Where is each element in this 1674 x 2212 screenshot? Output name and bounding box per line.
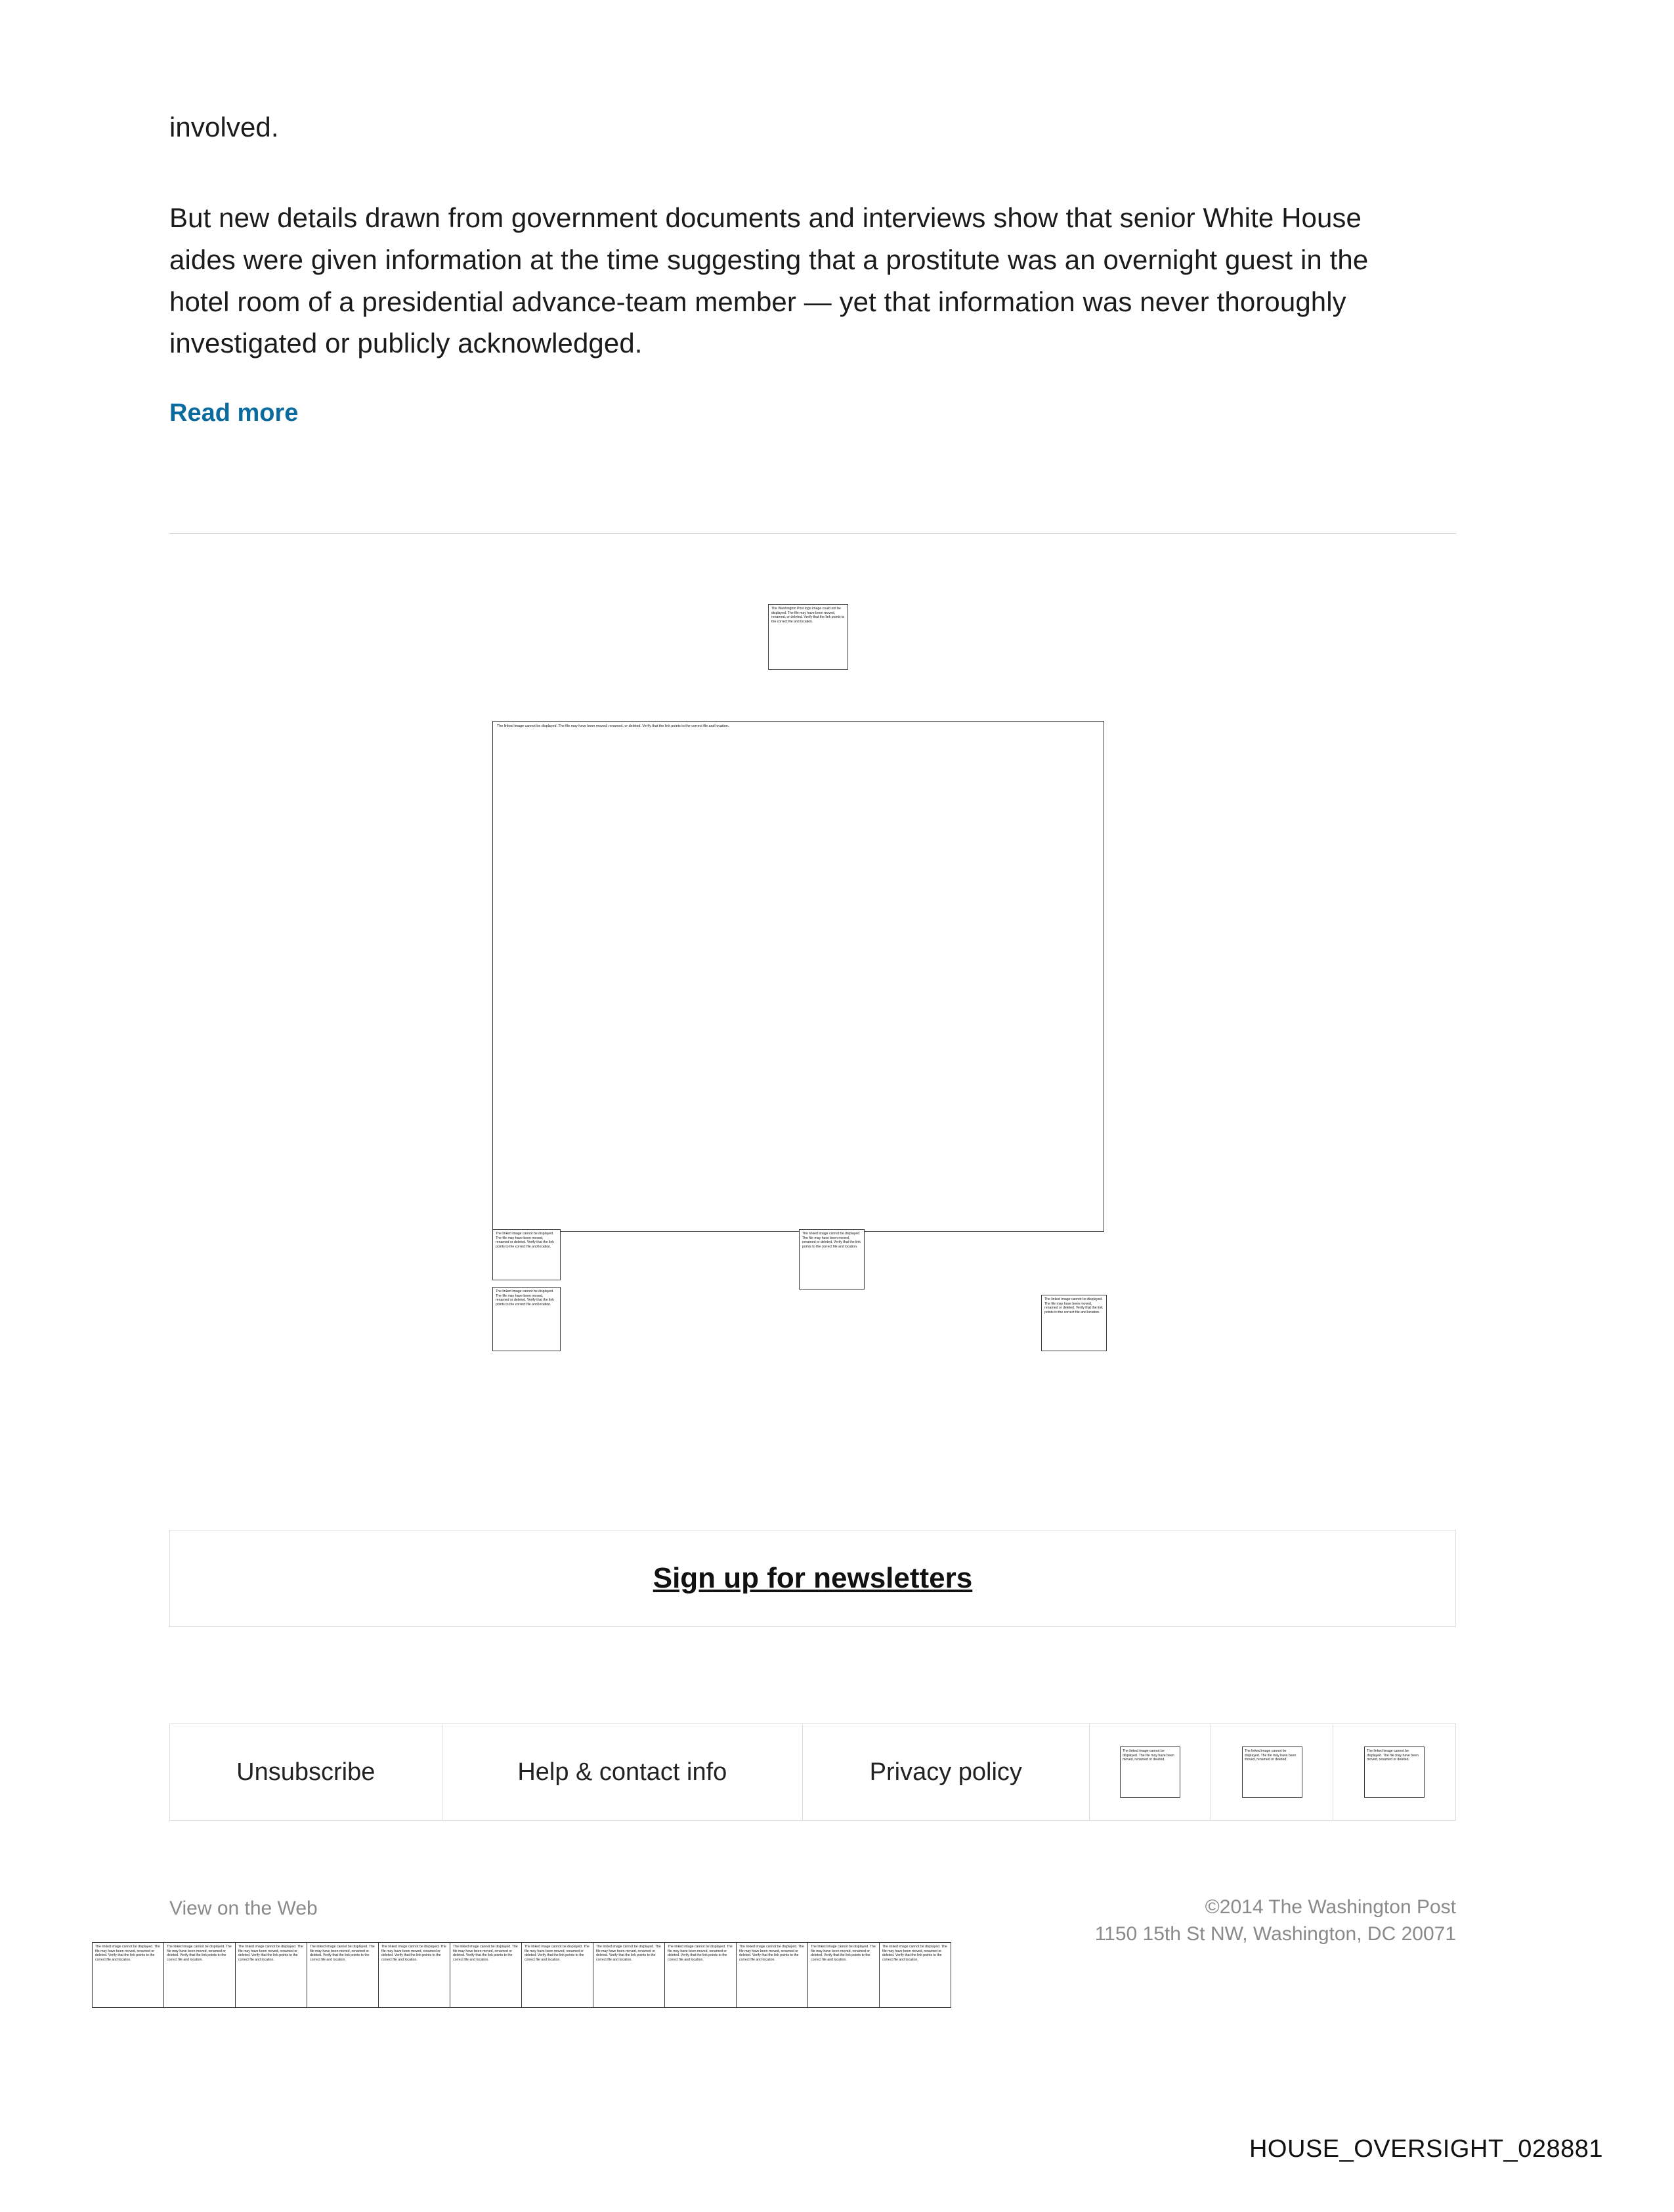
broken-image-alt-text: The linked image cannot be displayed. The file may have been moved, renamed or deleted. Verify that the link points to the correct file and location.: [802, 1232, 861, 1249]
broken-image-alt-text: The linked image cannot be displayed. The file may have been moved, renamed or deleted. Verify that the link points to the correct file and location.: [238, 1945, 303, 1962]
broken-image-story-3: [799, 1229, 865, 1290]
broken-image-alt-text: The Washington Post logo image could not be displayed. The file may have been moved, renamed, or deleted. Verify that the link points to the correct file and location.: [771, 607, 845, 624]
broken-image-alt-text: The linked image cannot be displayed. The file may have been moved, renamed or deleted. Verify that the link points to the correct file and location.: [1044, 1297, 1103, 1314]
footer-link-help[interactable]: Help & contact info: [442, 1724, 803, 1820]
tracker-pixel-row: [92, 1942, 951, 2008]
view-on-web-link[interactable]: View on the Web: [169, 1898, 318, 1919]
footer-link-unsubscribe[interactable]: Unsubscribe: [170, 1724, 442, 1820]
broken-image-tracker: [736, 1942, 808, 2008]
broken-image-alt-text: The linked image cannot be displayed. The file may have been moved, renamed or deleted. Verify that the link points to the correct file and location.: [739, 1945, 804, 1962]
broken-image-tracker: [378, 1942, 450, 2008]
read-more-link[interactable]: Read more: [169, 399, 299, 427]
newsletter-signup-link[interactable]: Sign up for newsletters: [653, 1562, 973, 1594]
broken-image-tracker: [593, 1942, 665, 2008]
broken-image-story-1: [492, 1229, 561, 1280]
footer-social-rss[interactable]: [1333, 1724, 1455, 1820]
broken-image-tracker: [664, 1942, 737, 2008]
broken-image-alt-text: The linked image cannot be displayed. The file may have been moved, renamed, or deleted. Verify that the link points to the correct file and location.: [497, 724, 729, 728]
broken-image-hero: [492, 721, 1104, 1232]
broken-image-alt-text: The linked image cannot be displayed. The file may have been moved, renamed or deleted.: [1122, 1749, 1174, 1762]
broken-image-alt-text: The linked image cannot be displayed. The file may have been moved, renamed or deleted. Verify that the link points to the correct file and location.: [95, 1945, 160, 1962]
broken-image-alt-text: The linked image cannot be displayed. The file may have been moved, renamed or deleted. Verify that the link points to the correct file and location.: [811, 1945, 876, 1962]
copyright-line-1: ©2014 The Washington Post: [1205, 1896, 1456, 1918]
broken-image-tracker: [521, 1942, 593, 2008]
broken-image-alt-text: The linked image cannot be displayed. The file may have been moved, renamed or deleted. Verify that the link points to the correct file and location.: [496, 1232, 554, 1249]
broken-image-alt-text: The linked image cannot be displayed. The file may have been moved, renamed or deleted.: [1244, 1749, 1297, 1762]
footer-link-privacy[interactable]: Privacy policy: [803, 1724, 1090, 1820]
footer-social-twitter[interactable]: [1211, 1724, 1333, 1820]
broken-image-alt-text: The linked image cannot be displayed. The file may have been moved, renamed or deleted. Verify that the link points to the correct file and location.: [453, 1945, 518, 1962]
broken-image-twitter-icon: [1242, 1746, 1302, 1798]
broken-image-story-2: [492, 1287, 561, 1351]
broken-image-tracker: [92, 1942, 164, 2008]
broken-image-tracker: [163, 1942, 236, 2008]
bates-number: HOUSE_OVERSIGHT_028881: [1249, 2135, 1603, 2163]
broken-image-alt-text: The linked image cannot be displayed. The file may have been moved, renamed or deleted. Verify that the link points to the correct file and location.: [310, 1945, 375, 1962]
broken-image-alt-text: The linked image cannot be displayed. The file may have been moved, renamed or deleted. Verify that the link points to the correct file and location.: [596, 1945, 661, 1962]
broken-image-tracker: [307, 1942, 379, 2008]
broken-image-logo: [768, 604, 848, 670]
address-line: 1150 15th St NW, Washington, DC 20071: [1094, 1922, 1456, 1945]
section-divider: [169, 533, 1456, 534]
broken-image-alt-text: The linked image cannot be displayed. The file may have been moved, renamed or deleted. Verify that the link points to the correct file and location.: [668, 1945, 733, 1962]
broken-image-rss-icon: [1364, 1746, 1425, 1798]
footer-nav: [169, 1724, 1456, 1821]
broken-image-story-4: [1041, 1295, 1107, 1351]
broken-image-alt-text: The linked image cannot be displayed. The file may have been moved, renamed or deleted. Verify that the link points to the correct file and location.: [882, 1945, 947, 1962]
broken-image-tracker: [450, 1942, 522, 2008]
broken-image-tracker: [807, 1942, 880, 2008]
broken-image-alt-text: The linked image cannot be displayed. The file may have been moved, renamed or deleted. Verify that the link points to the correct file and location.: [496, 1290, 554, 1307]
broken-image-alt-text: The linked image cannot be displayed. The file may have been moved, renamed or deleted. Verify that the link points to the correct file and location.: [167, 1945, 232, 1962]
broken-image-facebook-icon: [1120, 1746, 1180, 1798]
article-paragraph-main: But new details drawn from government documents and interviews show that senior White House aides were given information at the time suggesting that a prostitute was an overnight guest in the hotel room of a presidential advance-team member — yet that information was never thoroughly investigated or publicly acknowledged.: [169, 202, 1369, 359]
copyright-block: [1095, 1894, 1456, 1947]
broken-image-tracker: [879, 1942, 951, 2008]
broken-image-alt-text: The linked image cannot be displayed. The file may have been moved, renamed or deleted. Verify that the link points to the correct file and location.: [525, 1945, 590, 1962]
footer-social-facebook[interactable]: [1090, 1724, 1212, 1820]
broken-image-tracker: [235, 1942, 307, 2008]
newsletter-signup-box[interactable]: [169, 1530, 1456, 1627]
broken-image-alt-text: The linked image cannot be displayed. The file may have been moved, renamed or deleted.: [1367, 1749, 1419, 1762]
broken-image-alt-text: The linked image cannot be displayed. The file may have been moved, renamed or deleted. Verify that the link points to the correct file and location.: [381, 1945, 446, 1962]
article-paragraph-continuation: involved.: [169, 112, 279, 142]
